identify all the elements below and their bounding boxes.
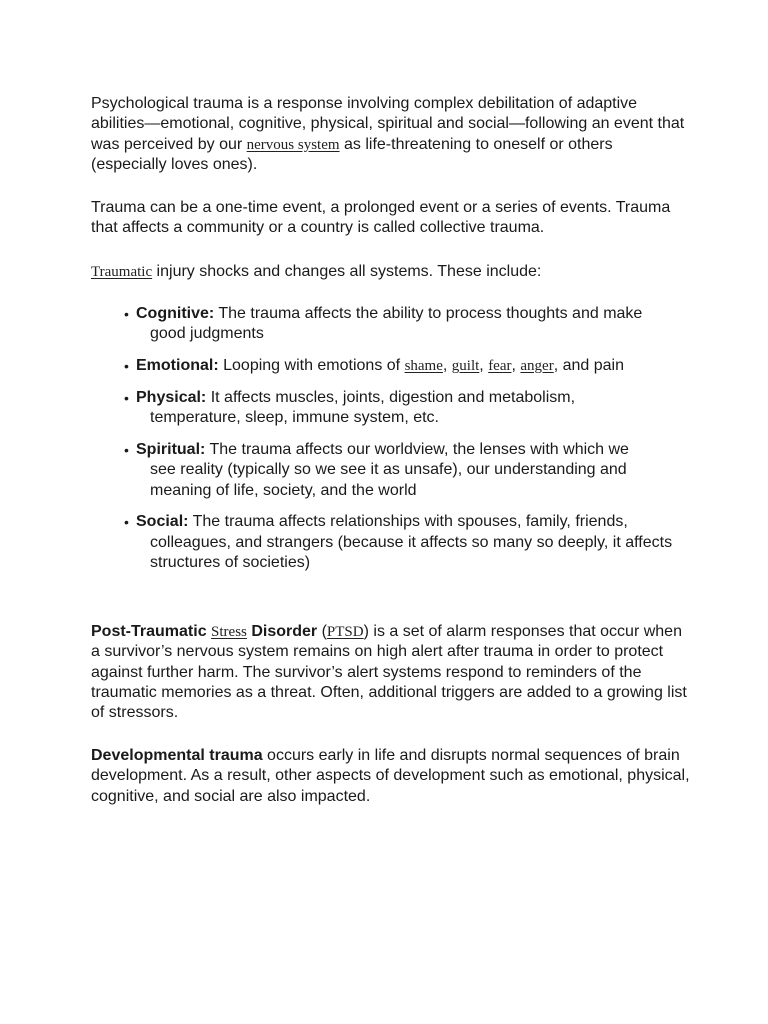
bullet-glyph: • [124,441,129,458]
bullet-text: The trauma affects relationships with spouses, family, friends, [188,513,628,531]
bullet-text: It affects muscles, joints, digestion and metabolism, [206,388,576,406]
bullet-label: Spiritual: [136,440,206,458]
bullet-label: Cognitive: [136,305,215,322]
bullet-label: Social: [136,513,189,531]
bold-term: Post-Traumatic [91,623,207,640]
paragraph-systems-intro [91,262,691,282]
bullet-text: , and pain [553,357,624,375]
list-item-physical [124,388,684,429]
link-stress[interactable]: Stress [211,624,247,640]
bullet-glyph: • [124,389,129,406]
paragraph-ptsd [91,622,691,723]
bullet-text: The trauma affects the ability to process thoughts and make [214,305,643,322]
bullet-glyph: • [124,358,129,375]
separator: , [479,357,489,375]
bullet-text: see reality (typically so we see it as unsafe), our understanding and meaning of life, society, and the world [150,461,627,499]
paragraph-text: injury shocks and changes all systems. These include: [152,263,542,280]
link-nervous-system[interactable]: nervous system [246,136,340,153]
paragraph-text: ( [317,623,327,640]
bullet-text: Looping with emotions of [218,357,405,375]
bullet-glyph: • [124,514,129,531]
bullet-text: good judgments [150,325,264,343]
link-anger[interactable]: anger [520,358,554,375]
bullet-glyph: • [124,306,129,322]
paragraph-text: Trauma can be a one-time event, a prolonged event or a series of events. Trauma that affects a community or a country is called collective trauma. [91,199,671,237]
paragraph-text: Psychological trauma is a response involving complex debilitation of adaptive abilities—emotional, cognitive, physical, spiritual and social—following an event that was perceived by our [91,95,685,153]
paragraph-trauma-definition [91,94,691,175]
paragraph-text: occurs early in life and disrupts normal sequences of brain development. As a result, other aspects of development such as emotional, physical, cognitive, and social are also impacted. [91,747,690,805]
paragraph-text: ) is a set of alarm responses that occur when a survivor’s nervous system remains on high alert after trauma in order to protect against further harm. The survivor’s alert systems respond to reminders of the traumatic memories as a threat. Often, additional triggers are added to a growing list of stressors. [91,623,687,722]
bullet-list-systems [124,304,684,585]
separator: , [511,357,521,375]
list-item-spiritual [124,440,684,501]
paragraph-trauma-types [91,198,691,239]
bold-term: Developmental trauma [91,747,263,764]
paragraph-text: as life-threatening to oneself or others (especially loves ones). [91,135,613,173]
list-item-cognitive [124,304,684,345]
list-item-emotional [124,356,684,376]
link-shame[interactable]: shame [404,358,443,375]
bullet-text: colleagues, and strangers (because it affects so many so deeply, it affects structures of societies) [150,533,673,571]
list-item-social [124,512,684,573]
link-fear[interactable]: fear [488,358,512,375]
bullet-text: The trauma affects our worldview, the lenses with which we [205,440,629,458]
link-ptsd[interactable]: PTSD [326,624,364,640]
link-traumatic[interactable]: Traumatic [91,264,153,280]
separator: , [442,357,452,375]
bullet-text: temperature, sleep, immune system, etc. [150,409,439,427]
bullet-label: Emotional: [136,357,219,375]
link-guilt[interactable]: guilt [451,358,480,375]
paragraph-developmental-trauma [91,746,691,807]
bold-term: Disorder [251,623,318,640]
bullet-label: Physical: [136,388,207,406]
